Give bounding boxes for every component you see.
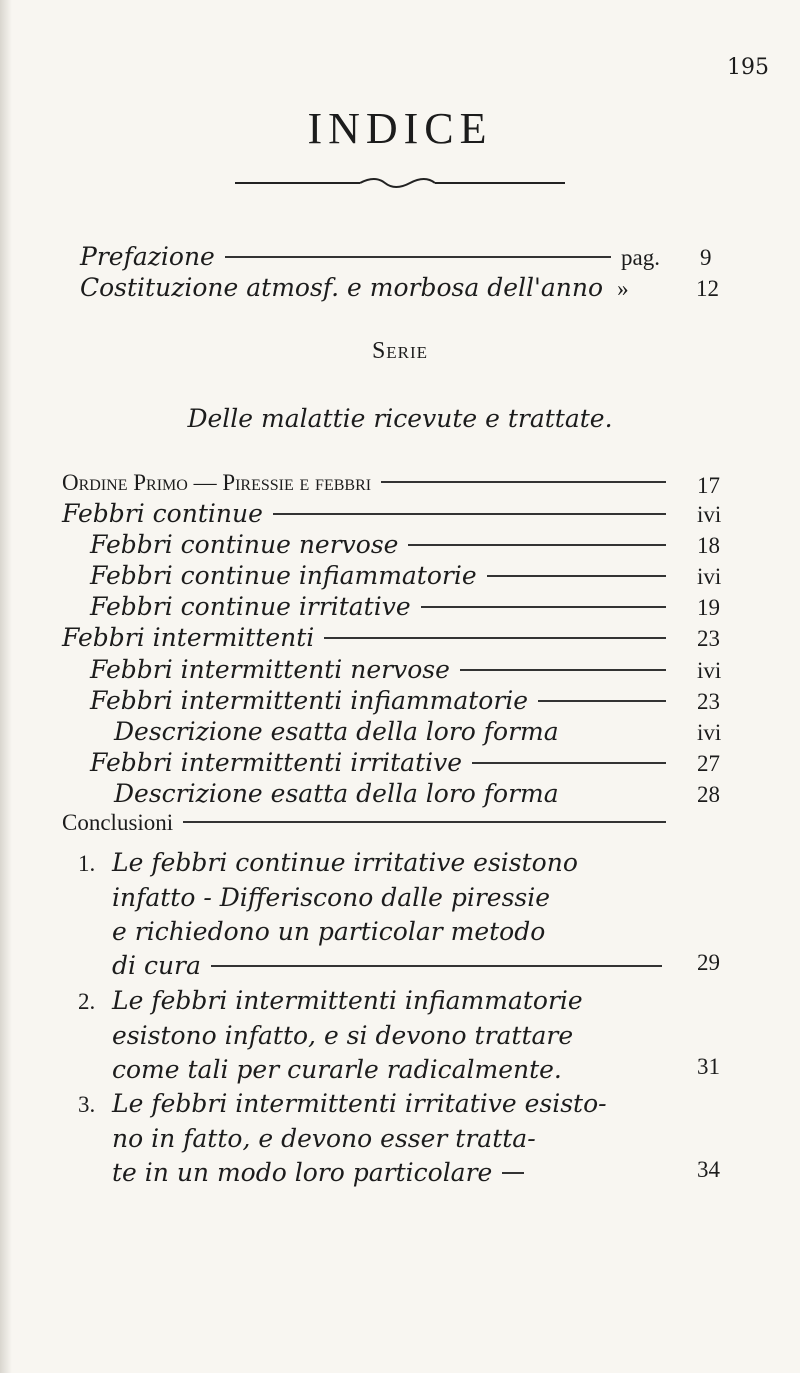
toc-label: Conclusioni [62,810,174,835]
leader-line [421,606,666,608]
toc-entry [62,470,676,502]
toc-page: 19 [697,595,720,620]
toc-page: 18 [697,533,720,558]
toc-entry [62,499,676,531]
pag-label: pag. [621,245,660,270]
toc-page: ivi [697,502,722,527]
toc-page: 28 [697,782,720,807]
leader-line [487,575,666,577]
toc-label: Febbri intermittenti infiammatorie [90,686,529,715]
toc-label: Prefazione [80,242,215,271]
conclusion-item [78,846,672,983]
toc-label: Febbri continue infiammatorie [90,561,477,590]
page-edge-shadow [0,0,12,1373]
item-number: 3. [78,1092,96,1117]
item-last-line: di cura [78,949,672,983]
toc-label: Febbri continue [62,499,263,528]
leader-line [225,256,611,258]
toc-entry [90,686,676,718]
item-number: 1. [78,851,96,876]
item-line: Le febbri intermittenti irritative esisto- [112,1089,607,1118]
conclusion-item [78,1087,672,1190]
item-line: Le febbri continue irritative esistono [112,848,578,877]
toc-entry [114,717,676,749]
ditto-marker: » [617,276,629,301]
toc-label: Febbri continue irritative [90,592,411,621]
toc-label: Febbri intermittenti irritative [90,748,463,777]
item-last-line: te in un modo loro particolare [78,1156,672,1190]
toc-page: 23 [697,689,720,714]
toc-entry [90,530,676,562]
toc-costituzione [80,273,670,305]
toc-page: 12 [696,276,719,301]
leader-line [460,669,666,671]
item-line: infatto - Differiscono dalle piressie [112,883,551,912]
toc-label: Descrizione esatta della loro forma [114,717,559,746]
toc-label: Febbri intermittenti [62,623,315,652]
conclusion-item [78,984,583,1087]
section-heading: Serie [371,338,429,364]
toc-label: Descrizione esatta della loro forma [114,779,559,808]
toc-prefazione [80,242,660,274]
toc-entry [62,810,676,842]
section-subtitle: Delle malattie ricevute e trattate. [187,404,613,433]
page-title: INDICE [307,104,493,153]
toc-entry [90,561,676,593]
leader-line [381,481,666,483]
toc-entry [90,748,676,780]
ornament-rule-icon [235,177,565,189]
toc-label: Febbri intermittenti nervose [90,655,450,684]
leader-line [538,700,666,702]
toc-entry [90,655,676,687]
item-line: esistono infatto, e si devono trattare [112,1021,574,1050]
item-line: come tali per curarle radicalmente. [112,1055,562,1084]
leader-line [324,637,666,639]
item-number: 2. [78,989,96,1014]
item-line: no in fatto, e devono esser tratta- [112,1124,536,1153]
toc-page: 9 [700,245,712,270]
page-number: 195 [727,55,769,80]
leader-line [472,762,666,764]
toc-entry [62,623,676,655]
toc-page: 29 [697,950,720,975]
leader-line [273,513,666,515]
toc-entry [114,779,676,811]
toc-page: ivi [697,658,722,683]
toc-page: 27 [697,751,720,776]
toc-page: ivi [697,720,722,745]
toc-entry [90,592,676,624]
toc-page: 23 [697,626,720,651]
toc-page: 34 [697,1157,720,1182]
leader-line [183,821,666,823]
toc-label: Febbri continue nervose [90,530,399,559]
toc-label: Costituzione atmosf. e morbosa dell'anno [80,273,604,302]
toc-label: Ordine Primo — Piressie e febbri [62,470,372,495]
toc-page: 17 [697,473,720,498]
leader-line [408,544,666,546]
toc-page: ivi [697,564,722,589]
item-line: e richiedono un particolar metodo [112,917,546,946]
toc-page: 31 [697,1054,720,1079]
item-line: Le febbri intermittenti infiammatorie [112,986,583,1015]
